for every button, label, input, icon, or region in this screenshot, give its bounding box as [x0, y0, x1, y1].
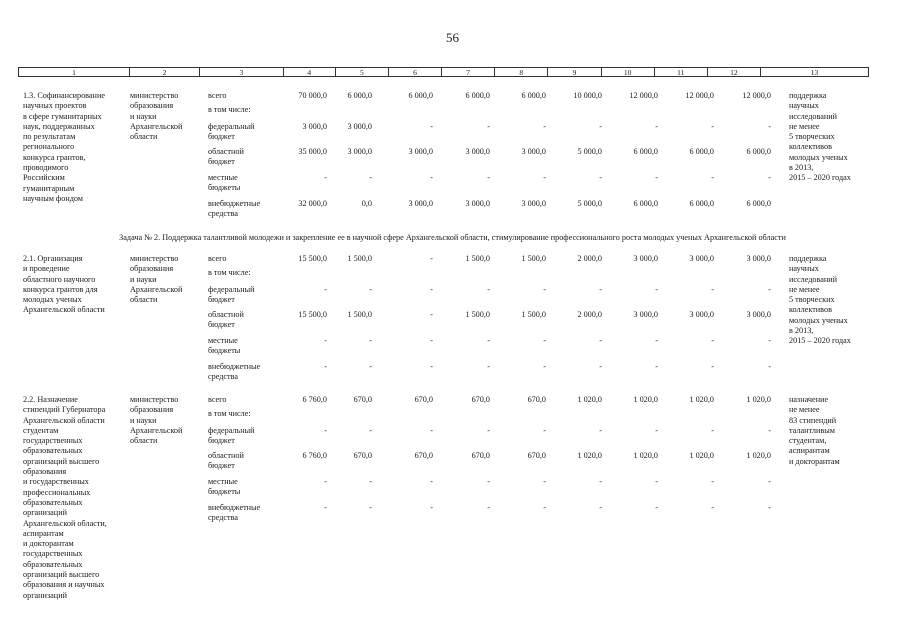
amount-cell: 1 020,0: [633, 395, 658, 404]
amount-cell: -: [768, 336, 771, 345]
amount-cell: 3 000,0: [347, 122, 372, 131]
funding-source: внебюджетные средства: [208, 362, 261, 382]
expected-result: поддержка научных исследований не менее 5 творческих коллективов молодых ученых в 2013, 2015 – 2020 годах: [789, 91, 851, 183]
amount-cell: -: [768, 285, 771, 294]
amount-cell: -: [487, 122, 490, 131]
amount-cell: -: [655, 362, 658, 371]
amount-cell: -: [369, 173, 372, 182]
amount-cell: 10 000,0: [573, 91, 602, 100]
header-col-4: 4: [284, 68, 336, 76]
amount-cell: -: [430, 336, 433, 345]
amount-cell: -: [543, 285, 546, 294]
amount-cell: 15 500,0: [298, 310, 327, 319]
task-2-title: Задача № 2. Поддержка талантливой молодежи и закрепление ее в научной сфере Архангельской области, стимулирование профессионального роста молодых ученых Архангельской области: [119, 233, 786, 242]
header-col-8: 8: [495, 68, 548, 76]
amount-cell: -: [324, 173, 327, 182]
header-col-2: 2: [130, 68, 200, 76]
header-col-6: 6: [389, 68, 442, 76]
amount-cell: 3 000,0: [633, 254, 658, 263]
amount-cell: -: [487, 503, 490, 512]
amount-cell: 6 760,0: [302, 395, 327, 404]
header-col-7: 7: [442, 68, 495, 76]
amount-cell: -: [599, 426, 602, 435]
amount-cell: -: [430, 426, 433, 435]
column-number-header: [18, 67, 869, 77]
activity-name: 2.2. Назначение стипендий Губернатора Архангельской области студентам государственных образовательных организаций высшего образования и государственных профессиональных образовательных организаций Архангельской области, аспирантам и докторантам государственных образовательных организаций высшего образования и научных организаций: [23, 395, 107, 600]
amount-cell: -: [487, 426, 490, 435]
amount-cell: -: [487, 285, 490, 294]
amount-cell: -: [655, 285, 658, 294]
amount-cell: -: [487, 336, 490, 345]
funding-source: областной бюджет: [208, 451, 244, 471]
amount-cell: 12 000,0: [742, 91, 771, 100]
amount-cell: -: [711, 362, 714, 371]
amount-cell: -: [369, 362, 372, 371]
amount-cell: 3 000,0: [633, 310, 658, 319]
funding-source: всего: [208, 254, 227, 263]
amount-cell: -: [430, 122, 433, 131]
activity-name: 2.1. Организация и проведение областного научного конкурса грантов для молодых ученых Архангельской области: [23, 254, 105, 315]
amount-cell: 70 000,0: [298, 91, 327, 100]
amount-cell: -: [369, 426, 372, 435]
funding-source: в том числе:: [208, 409, 251, 418]
amount-cell: -: [324, 362, 327, 371]
amount-cell: 6 000,0: [746, 147, 771, 156]
amount-cell: -: [430, 477, 433, 486]
amount-cell: 3 000,0: [746, 254, 771, 263]
amount-cell: 1 020,0: [633, 451, 658, 460]
amount-cell: 6 000,0: [408, 91, 433, 100]
amount-cell: 6 000,0: [689, 199, 714, 208]
amount-cell: -: [543, 336, 546, 345]
amount-cell: -: [768, 426, 771, 435]
amount-cell: -: [711, 477, 714, 486]
activity-name: 1.3. Софинансирование научных проектов в сфере гуманитарных наук, поддержанных по результатам регионального конкурса грантов, проводимого Российским гуманитарным научным фондом: [23, 91, 105, 203]
amount-cell: 3 000,0: [408, 147, 433, 156]
funding-source: федеральный бюджет: [208, 426, 255, 446]
amount-cell: 3 000,0: [521, 147, 546, 156]
amount-cell: -: [430, 310, 433, 319]
funding-source: внебюджетные средства: [208, 199, 261, 219]
amount-cell: -: [543, 122, 546, 131]
amount-cell: -: [543, 477, 546, 486]
amount-cell: -: [599, 173, 602, 182]
amount-cell: -: [711, 503, 714, 512]
amount-cell: -: [599, 477, 602, 486]
page-number: 56: [446, 30, 459, 45]
amount-cell: 1 500,0: [521, 310, 546, 319]
funding-source: в том числе:: [208, 105, 251, 114]
amount-cell: 3 000,0: [465, 199, 490, 208]
funding-source: федеральный бюджет: [208, 285, 255, 305]
amount-cell: -: [324, 336, 327, 345]
amount-cell: -: [487, 477, 490, 486]
amount-cell: 1 020,0: [746, 451, 771, 460]
amount-cell: 1 020,0: [577, 395, 602, 404]
amount-cell: 670,0: [527, 451, 546, 460]
amount-cell: 670,0: [414, 395, 433, 404]
amount-cell: 6 000,0: [521, 91, 546, 100]
header-col-1: 1: [19, 68, 130, 76]
amount-cell: 670,0: [471, 451, 490, 460]
amount-cell: -: [324, 285, 327, 294]
amount-cell: -: [599, 362, 602, 371]
funding-source: местные бюджеты: [208, 477, 241, 497]
executor: министерство образования и науки Архангельской области: [130, 254, 183, 305]
funding-source: всего: [208, 91, 227, 100]
header-col-3: 3: [200, 68, 283, 76]
amount-cell: -: [430, 254, 433, 263]
amount-cell: -: [655, 336, 658, 345]
amount-cell: 6 000,0: [465, 91, 490, 100]
funding-source: местные бюджеты: [208, 173, 241, 193]
amount-cell: -: [711, 285, 714, 294]
amount-cell: 1 500,0: [347, 254, 372, 263]
amount-cell: 1 020,0: [577, 451, 602, 460]
amount-cell: -: [768, 173, 771, 182]
amount-cell: 6 000,0: [746, 199, 771, 208]
amount-cell: 3 000,0: [465, 147, 490, 156]
amount-cell: 12 000,0: [629, 91, 658, 100]
funding-source: внебюджетные средства: [208, 503, 261, 523]
amount-cell: -: [369, 336, 372, 345]
amount-cell: 670,0: [353, 451, 372, 460]
amount-cell: -: [711, 336, 714, 345]
amount-cell: -: [487, 173, 490, 182]
amount-cell: -: [599, 285, 602, 294]
amount-cell: -: [430, 362, 433, 371]
amount-cell: -: [768, 362, 771, 371]
amount-cell: -: [430, 503, 433, 512]
amount-cell: -: [711, 122, 714, 131]
amount-cell: -: [768, 122, 771, 131]
amount-cell: -: [655, 122, 658, 131]
executor: министерство образования и науки Архангельской области: [130, 91, 183, 142]
amount-cell: -: [324, 477, 327, 486]
amount-cell: 3 000,0: [347, 147, 372, 156]
amount-cell: 5 000,0: [577, 147, 602, 156]
amount-cell: 6 760,0: [302, 451, 327, 460]
amount-cell: 32 000,0: [298, 199, 327, 208]
amount-cell: -: [655, 173, 658, 182]
amount-cell: 12 000,0: [685, 91, 714, 100]
amount-cell: 3 000,0: [521, 199, 546, 208]
amount-cell: -: [430, 285, 433, 294]
amount-cell: 3 000,0: [408, 199, 433, 208]
amount-cell: 1 020,0: [689, 451, 714, 460]
amount-cell: -: [324, 426, 327, 435]
amount-cell: 1 500,0: [521, 254, 546, 263]
amount-cell: -: [655, 503, 658, 512]
executor: министерство образования и науки Архангельской области: [130, 395, 183, 446]
amount-cell: 6 000,0: [347, 91, 372, 100]
amount-cell: -: [599, 122, 602, 131]
amount-cell: 3 000,0: [746, 310, 771, 319]
amount-cell: 670,0: [527, 395, 546, 404]
amount-cell: 6 000,0: [689, 147, 714, 156]
amount-cell: 35 000,0: [298, 147, 327, 156]
header-col-11: 11: [655, 68, 708, 76]
header-col-5: 5: [336, 68, 389, 76]
amount-cell: -: [655, 426, 658, 435]
header-col-10: 10: [602, 68, 655, 76]
amount-cell: -: [543, 362, 546, 371]
funding-source: всего: [208, 395, 227, 404]
funding-source: областной бюджет: [208, 310, 244, 330]
amount-cell: -: [543, 173, 546, 182]
amount-cell: 3 000,0: [302, 122, 327, 131]
amount-cell: 15 500,0: [298, 254, 327, 263]
amount-cell: 2 000,0: [577, 310, 602, 319]
amount-cell: -: [655, 477, 658, 486]
amount-cell: -: [369, 285, 372, 294]
amount-cell: -: [324, 503, 327, 512]
amount-cell: 670,0: [471, 395, 490, 404]
funding-source: в том числе:: [208, 268, 251, 277]
amount-cell: -: [599, 336, 602, 345]
amount-cell: 1 500,0: [465, 254, 490, 263]
amount-cell: 5 000,0: [577, 199, 602, 208]
header-col-12: 12: [708, 68, 761, 76]
funding-source: федеральный бюджет: [208, 122, 255, 142]
amount-cell: 670,0: [353, 395, 372, 404]
funding-source: областной бюджет: [208, 147, 244, 167]
amount-cell: -: [369, 477, 372, 486]
amount-cell: -: [711, 426, 714, 435]
header-col-9: 9: [548, 68, 601, 76]
expected-result: назначение не менее 83 стипендий талантливым студентам, аспирантам и докторантам: [789, 395, 840, 466]
amount-cell: 3 000,0: [689, 310, 714, 319]
amount-cell: 6 000,0: [633, 199, 658, 208]
amount-cell: 3 000,0: [689, 254, 714, 263]
expected-result: поддержка научных исследований не менее 5 творческих коллективов молодых ученых в 2013, 2015 – 2020 годах: [789, 254, 851, 346]
amount-cell: -: [543, 503, 546, 512]
amount-cell: -: [768, 477, 771, 486]
amount-cell: 1 500,0: [465, 310, 490, 319]
header-col-13: 13: [810, 68, 819, 77]
amount-cell: 6 000,0: [633, 147, 658, 156]
funding-source: местные бюджеты: [208, 336, 241, 356]
amount-cell: 2 000,0: [577, 254, 602, 263]
amount-cell: -: [430, 173, 433, 182]
amount-cell: -: [768, 503, 771, 512]
amount-cell: 670,0: [414, 451, 433, 460]
amount-cell: -: [543, 426, 546, 435]
amount-cell: 1 020,0: [746, 395, 771, 404]
amount-cell: -: [369, 503, 372, 512]
amount-cell: -: [711, 173, 714, 182]
amount-cell: 1 020,0: [689, 395, 714, 404]
amount-cell: -: [487, 362, 490, 371]
amount-cell: 1 500,0: [347, 310, 372, 319]
amount-cell: -: [599, 503, 602, 512]
amount-cell: 0,0: [361, 199, 372, 208]
